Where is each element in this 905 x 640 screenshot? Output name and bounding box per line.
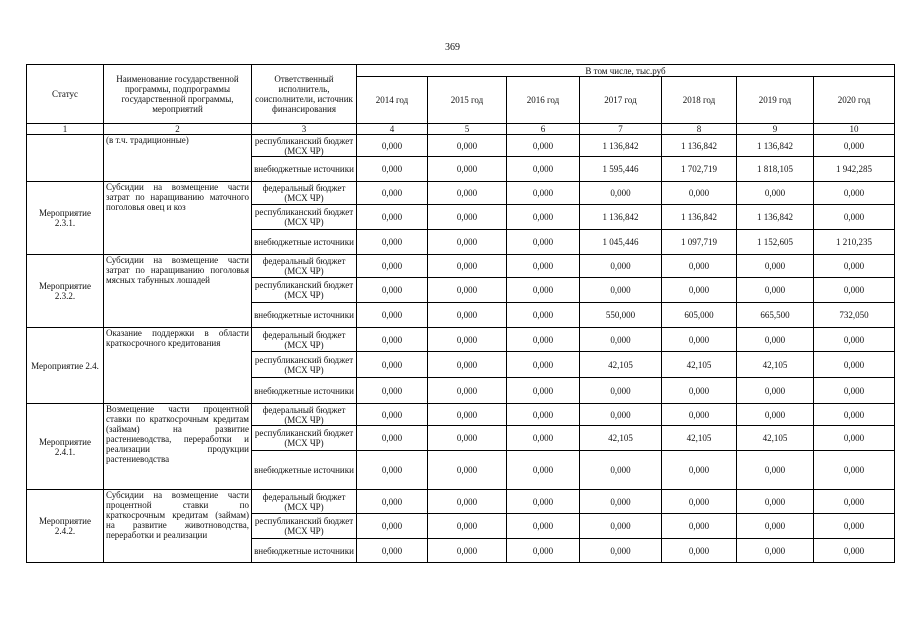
table-row xyxy=(27,135,895,157)
value-cell: 0,000 xyxy=(357,135,428,157)
value-cell: 0,000 xyxy=(737,451,814,490)
value-cell: 0,000 xyxy=(357,539,428,563)
measure-name-cell: Оказание поддержки в области краткосрочного кредитования xyxy=(104,328,252,404)
column-number: 9 xyxy=(737,124,814,135)
value-cell: 0,000 xyxy=(580,451,662,490)
value-cell: 0,000 xyxy=(737,404,814,426)
header-year: 2018 год xyxy=(662,77,737,124)
value-cell: 0,000 xyxy=(814,278,895,303)
value-cell: 0,000 xyxy=(357,378,428,404)
value-cell: 0,000 xyxy=(814,135,895,157)
column-number: 1 xyxy=(27,124,104,135)
value-cell: 1 942,285 xyxy=(814,157,895,182)
value-cell: 0,000 xyxy=(428,303,507,328)
value-cell: 0,000 xyxy=(357,182,428,205)
table-row xyxy=(27,404,895,426)
value-cell: 0,000 xyxy=(357,404,428,426)
value-cell: 0,000 xyxy=(357,278,428,303)
header-year: 2019 год xyxy=(737,77,814,124)
measure-name-cell: (в т.ч. традиционные) xyxy=(104,135,252,182)
funding-source-cell: федеральный бюджет (МСХ ЧР) xyxy=(252,255,357,278)
value-cell: 0,000 xyxy=(357,230,428,255)
status-cell: Мероприятие 2.4.2. xyxy=(27,490,104,563)
measure-name-cell: Субсидии на возмещение части процентной ставки по краткосрочным кредитам (займам) на развитие животноводства, переработки и реализации xyxy=(104,490,252,563)
value-cell: 0,000 xyxy=(507,490,580,514)
value-cell: 0,000 xyxy=(428,278,507,303)
value-cell: 0,000 xyxy=(662,490,737,514)
measure-name-cell: Субсидии на возмещение части затрат по наращиванию поголовья мясных табунных лошадей xyxy=(104,255,252,328)
value-cell: 0,000 xyxy=(580,514,662,539)
funding-source-cell: внебюджетные источники xyxy=(252,230,357,255)
status-cell xyxy=(27,135,104,182)
column-number: 7 xyxy=(580,124,662,135)
value-cell: 0,000 xyxy=(357,205,428,230)
status-cell: Мероприятие 2.4. xyxy=(27,328,104,404)
table-body xyxy=(27,135,895,563)
measure-name-cell: Субсидии на возмещение части затрат по наращиванию маточного поголовья овец и коз xyxy=(104,182,252,255)
value-cell: 0,000 xyxy=(507,352,580,378)
value-cell: 0,000 xyxy=(814,539,895,563)
value-cell: 0,000 xyxy=(507,157,580,182)
header-including: В том числе, тыс.руб xyxy=(357,65,895,77)
header-responsible: Ответственный исполнитель, соисполнители, источник финансирования xyxy=(252,65,357,124)
value-cell: 1 136,842 xyxy=(737,135,814,157)
column-number: 5 xyxy=(428,124,507,135)
status-cell: Мероприятие 2.4.1. xyxy=(27,404,104,490)
value-cell: 665,500 xyxy=(737,303,814,328)
funding-source-cell: федеральный бюджет (МСХ ЧР) xyxy=(252,404,357,426)
value-cell: 0,000 xyxy=(428,451,507,490)
value-cell: 0,000 xyxy=(507,426,580,451)
value-cell: 0,000 xyxy=(814,205,895,230)
value-cell: 0,000 xyxy=(507,303,580,328)
column-number: 10 xyxy=(814,124,895,135)
value-cell: 0,000 xyxy=(507,278,580,303)
funding-source-cell: федеральный бюджет (МСХ ЧР) xyxy=(252,490,357,514)
value-cell: 0,000 xyxy=(814,514,895,539)
value-cell: 0,000 xyxy=(357,490,428,514)
value-cell: 1 818,105 xyxy=(737,157,814,182)
value-cell: 0,000 xyxy=(357,451,428,490)
value-cell: 42,105 xyxy=(662,352,737,378)
funding-source-cell: республиканский бюджет (МСХ ЧР) xyxy=(252,514,357,539)
value-cell: 0,000 xyxy=(507,328,580,352)
header-year: 2017 год xyxy=(580,77,662,124)
value-cell: 0,000 xyxy=(814,404,895,426)
value-cell: 0,000 xyxy=(737,278,814,303)
header-year: 2014 год xyxy=(357,77,428,124)
header-year: 2016 год xyxy=(507,77,580,124)
header-status: Статус xyxy=(27,65,104,124)
value-cell: 0,000 xyxy=(507,514,580,539)
value-cell: 0,000 xyxy=(357,352,428,378)
status-cell: Мероприятие 2.3.1. xyxy=(27,182,104,255)
value-cell: 0,000 xyxy=(737,378,814,404)
value-cell: 0,000 xyxy=(814,182,895,205)
value-cell: 0,000 xyxy=(814,490,895,514)
value-cell: 0,000 xyxy=(580,404,662,426)
value-cell: 0,000 xyxy=(580,539,662,563)
value-cell: 0,000 xyxy=(580,278,662,303)
value-cell: 0,000 xyxy=(428,514,507,539)
value-cell: 0,000 xyxy=(357,514,428,539)
value-cell: 1 136,842 xyxy=(580,135,662,157)
status-cell: Мероприятие 2.3.2. xyxy=(27,255,104,328)
funding-source-cell: внебюджетные источники xyxy=(252,303,357,328)
column-number: 3 xyxy=(252,124,357,135)
funding-source-cell: республиканский бюджет (МСХ ЧР) xyxy=(252,135,357,157)
value-cell: 0,000 xyxy=(428,490,507,514)
value-cell: 0,000 xyxy=(662,539,737,563)
column-number: 6 xyxy=(507,124,580,135)
table-row xyxy=(27,255,895,278)
value-cell: 42,105 xyxy=(737,426,814,451)
value-cell: 0,000 xyxy=(814,426,895,451)
value-cell: 0,000 xyxy=(428,378,507,404)
value-cell: 0,000 xyxy=(814,451,895,490)
value-cell: 0,000 xyxy=(814,255,895,278)
value-cell: 0,000 xyxy=(814,378,895,404)
value-cell: 0,000 xyxy=(814,352,895,378)
value-cell: 1 152,605 xyxy=(737,230,814,255)
funding-source-cell: внебюджетные источники xyxy=(252,378,357,404)
value-cell: 1 045,446 xyxy=(580,230,662,255)
value-cell: 0,000 xyxy=(737,182,814,205)
value-cell: 42,105 xyxy=(737,352,814,378)
value-cell: 0,000 xyxy=(507,230,580,255)
table-row xyxy=(27,490,895,514)
funding-source-cell: федеральный бюджет (МСХ ЧР) xyxy=(252,328,357,352)
value-cell: 0,000 xyxy=(357,426,428,451)
value-cell: 1 595,446 xyxy=(580,157,662,182)
header-year: 2015 год xyxy=(428,77,507,124)
funding-source-cell: республиканский бюджет (МСХ ЧР) xyxy=(252,278,357,303)
value-cell: 0,000 xyxy=(737,539,814,563)
value-cell: 0,000 xyxy=(662,378,737,404)
funding-source-cell: внебюджетные источники xyxy=(252,539,357,563)
value-cell: 0,000 xyxy=(507,135,580,157)
value-cell: 0,000 xyxy=(507,539,580,563)
funding-source-cell: республиканский бюджет (МСХ ЧР) xyxy=(252,352,357,378)
value-cell: 0,000 xyxy=(662,451,737,490)
value-cell: 0,000 xyxy=(428,426,507,451)
value-cell: 550,000 xyxy=(580,303,662,328)
value-cell: 0,000 xyxy=(662,278,737,303)
value-cell: 42,105 xyxy=(662,426,737,451)
value-cell: 0,000 xyxy=(662,255,737,278)
value-cell: 0,000 xyxy=(428,255,507,278)
value-cell: 1 136,842 xyxy=(737,205,814,230)
header-name: Наименование государственной программы, подпрограммы государственной программы, мероприятий xyxy=(104,65,252,124)
value-cell: 732,050 xyxy=(814,303,895,328)
funding-source-cell: республиканский бюджет (МСХ ЧР) xyxy=(252,426,357,451)
value-cell: 0,000 xyxy=(814,328,895,352)
value-cell: 0,000 xyxy=(507,205,580,230)
value-cell: 0,000 xyxy=(357,328,428,352)
value-cell: 0,000 xyxy=(580,378,662,404)
value-cell: 0,000 xyxy=(580,255,662,278)
table-row xyxy=(27,328,895,352)
value-cell: 0,000 xyxy=(357,157,428,182)
value-cell: 0,000 xyxy=(662,182,737,205)
value-cell: 0,000 xyxy=(428,352,507,378)
value-cell: 0,000 xyxy=(507,182,580,205)
value-cell: 42,105 xyxy=(580,426,662,451)
value-cell: 0,000 xyxy=(428,157,507,182)
value-cell: 0,000 xyxy=(428,205,507,230)
value-cell: 0,000 xyxy=(428,230,507,255)
column-number: 8 xyxy=(662,124,737,135)
value-cell: 0,000 xyxy=(357,303,428,328)
funding-source-cell: внебюджетные источники xyxy=(252,157,357,182)
value-cell: 42,105 xyxy=(580,352,662,378)
value-cell: 0,000 xyxy=(662,514,737,539)
header-year: 2020 год xyxy=(814,77,895,124)
measure-name-cell: Возмещение части процентной ставки по краткосрочным кредитам (займам) на развитие растениеводства, переработки и реализации продукции растениеводства xyxy=(104,404,252,490)
value-cell: 0,000 xyxy=(737,255,814,278)
value-cell: 0,000 xyxy=(507,451,580,490)
value-cell: 0,000 xyxy=(507,255,580,278)
value-cell: 0,000 xyxy=(428,404,507,426)
value-cell: 1 097,719 xyxy=(662,230,737,255)
value-cell: 1 210,235 xyxy=(814,230,895,255)
value-cell: 0,000 xyxy=(428,135,507,157)
value-cell: 0,000 xyxy=(428,328,507,352)
funding-source-cell: федеральный бюджет (МСХ ЧР) xyxy=(252,182,357,205)
budget-table xyxy=(26,64,895,563)
value-cell: 1 136,842 xyxy=(662,135,737,157)
funding-source-cell: республиканский бюджет (МСХ ЧР) xyxy=(252,205,357,230)
funding-source-cell: внебюджетные источники xyxy=(252,451,357,490)
value-cell: 1 136,842 xyxy=(580,205,662,230)
table-row xyxy=(27,182,895,205)
value-cell: 0,000 xyxy=(357,255,428,278)
value-cell: 0,000 xyxy=(737,514,814,539)
value-cell: 0,000 xyxy=(580,490,662,514)
value-cell: 0,000 xyxy=(428,539,507,563)
column-number: 2 xyxy=(104,124,252,135)
column-number: 4 xyxy=(357,124,428,135)
value-cell: 0,000 xyxy=(662,328,737,352)
value-cell: 1 702,719 xyxy=(662,157,737,182)
value-cell: 0,000 xyxy=(737,490,814,514)
value-cell: 0,000 xyxy=(737,328,814,352)
page-number: 369 xyxy=(445,42,460,53)
value-cell: 0,000 xyxy=(507,404,580,426)
value-cell: 0,000 xyxy=(580,182,662,205)
value-cell: 0,000 xyxy=(662,404,737,426)
value-cell: 0,000 xyxy=(428,182,507,205)
value-cell: 0,000 xyxy=(507,378,580,404)
value-cell: 1 136,842 xyxy=(662,205,737,230)
value-cell: 605,000 xyxy=(662,303,737,328)
value-cell: 0,000 xyxy=(580,328,662,352)
